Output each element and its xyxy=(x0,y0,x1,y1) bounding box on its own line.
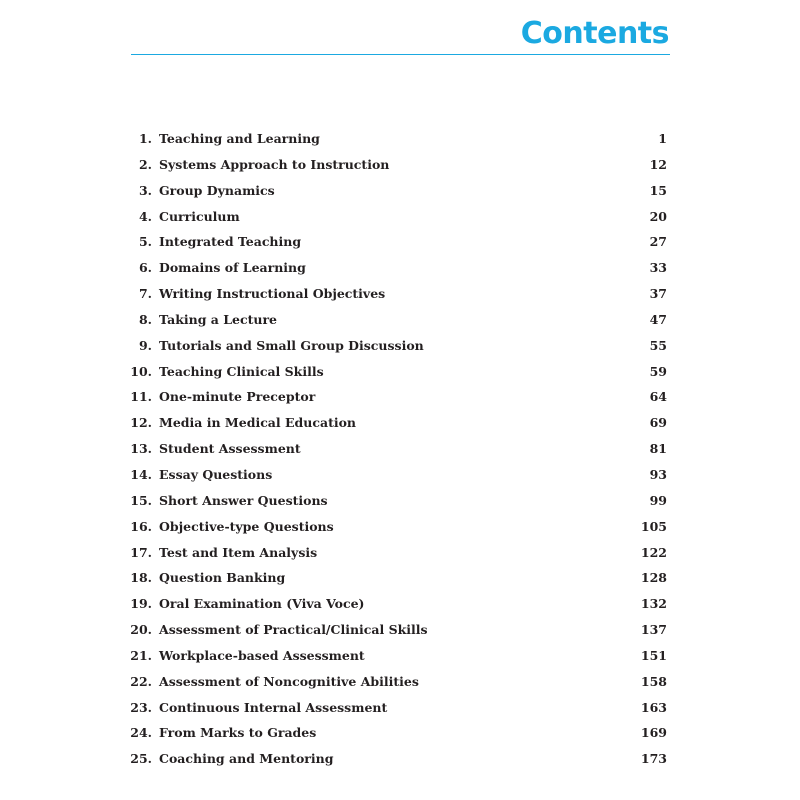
toc-entry-number: 21. xyxy=(130,647,152,663)
toc-entry-title: Essay Questions xyxy=(159,466,273,482)
toc-entry-number: 1. xyxy=(138,131,152,146)
toc-entry-number: 15. xyxy=(130,492,152,508)
toc-entry xyxy=(128,307,667,333)
toc-entry-title: One-minute Preceptor xyxy=(159,389,316,405)
toc-entry-page: 27 xyxy=(649,234,667,250)
toc-entry-title: Teaching Clinical Skills xyxy=(159,363,324,379)
toc-entry-title: Writing Instructional Objectives xyxy=(159,286,386,302)
toc-entry-page: 47 xyxy=(649,311,667,327)
toc-entry xyxy=(128,669,667,695)
toc-entry xyxy=(128,591,667,617)
toc-entry-number: 11. xyxy=(130,389,152,405)
toc-entry-number: 7. xyxy=(138,286,152,302)
toc-entry-title: Short Answer Questions xyxy=(159,492,328,508)
toc-entry-title: Continuous Internal Assessment xyxy=(159,699,388,715)
toc-entry-page: 158 xyxy=(640,673,667,689)
toc-entry-number: 6. xyxy=(138,260,152,276)
toc-entry-number: 2. xyxy=(138,156,152,172)
toc-entry-title: Oral Examination (Viva Voce) xyxy=(159,596,365,612)
toc-entry-number: 17. xyxy=(130,544,152,560)
toc-entry-page: 173 xyxy=(640,751,667,767)
toc-entry-title: Group Dynamics xyxy=(159,182,275,198)
toc-entry-title: Curriculum xyxy=(159,208,240,224)
toc-entry-page: 93 xyxy=(649,466,667,482)
toc-entry xyxy=(128,359,667,385)
toc-entry-page: 105 xyxy=(640,518,667,534)
toc-entry xyxy=(128,229,667,255)
toc-entry-title: Question Banking xyxy=(159,570,286,586)
toc-entry xyxy=(128,617,667,643)
toc-entry-page: 33 xyxy=(649,260,667,276)
toc-entry-number: 23. xyxy=(130,699,152,715)
toc-entry-page: 132 xyxy=(640,596,667,612)
table-of-contents xyxy=(128,126,667,772)
toc-entry-title: Tutorials and Small Group Discussion xyxy=(159,337,424,353)
toc-entry xyxy=(128,643,667,669)
toc-entry-number: 5. xyxy=(138,234,152,250)
toc-entry-title: Integrated Teaching xyxy=(159,234,302,250)
toc-entry xyxy=(128,384,667,410)
toc-entry-title: Workplace-based Assessment xyxy=(159,647,365,663)
toc-entry-page: 55 xyxy=(649,337,667,353)
toc-entry-title: Systems Approach to Instruction xyxy=(159,156,390,172)
toc-entry-title: Teaching and Learning xyxy=(159,131,320,146)
toc-entry-page: 12 xyxy=(649,156,667,172)
toc-entry-page: 137 xyxy=(640,622,667,638)
toc-entry-number: 18. xyxy=(130,570,152,586)
toc-entry-page: 37 xyxy=(649,286,667,302)
toc-entry xyxy=(128,695,667,721)
toc-entry-number: 10. xyxy=(130,363,152,379)
toc-entry xyxy=(128,410,667,436)
toc-entry xyxy=(128,126,667,152)
toc-entry-title: Media in Medical Education xyxy=(159,415,357,431)
toc-entry-title: Objective-type Questions xyxy=(159,518,334,534)
toc-entry-title: Domains of Learning xyxy=(159,260,306,276)
toc-entry-number: 12. xyxy=(130,415,152,431)
toc-entry-number: 24. xyxy=(130,725,152,741)
toc-entry xyxy=(128,488,667,514)
toc-entry-number: 19. xyxy=(130,596,152,612)
toc-entry xyxy=(128,540,667,566)
page-title: Contents xyxy=(520,16,669,51)
toc-entry-page: 81 xyxy=(649,441,667,457)
toc-entry-number: 16. xyxy=(130,518,152,534)
toc-entry-title: Test and Item Analysis xyxy=(159,544,318,560)
toc-entry-page: 99 xyxy=(649,492,667,508)
toc-entry xyxy=(128,333,667,359)
toc-entry-number: 9. xyxy=(138,337,152,353)
toc-entry xyxy=(128,255,667,281)
toc-entry-page: 59 xyxy=(649,363,667,379)
toc-entry xyxy=(128,746,667,772)
toc-entry xyxy=(128,204,667,230)
toc-entry xyxy=(128,152,667,178)
toc-entry xyxy=(128,462,667,488)
toc-entry xyxy=(128,514,667,540)
toc-entry-number: 8. xyxy=(138,311,152,327)
toc-entry-title: Assessment of Practical/Clinical Skills xyxy=(159,622,428,638)
toc-entry-title: Student Assessment xyxy=(159,441,301,457)
toc-entry-number: 14. xyxy=(130,466,152,482)
toc-entry-title: Coaching and Mentoring xyxy=(159,751,334,767)
toc-entry-number: 13. xyxy=(130,441,152,457)
toc-entry-page: 163 xyxy=(640,699,667,715)
toc-entry-number: 3. xyxy=(138,182,152,198)
toc-entry-page: 169 xyxy=(640,725,667,741)
toc-entry-page: 15 xyxy=(649,182,667,198)
toc-entry-title: Assessment of Noncognitive Abilities xyxy=(159,673,419,689)
toc-entry-page: 64 xyxy=(649,389,667,405)
toc-entry-page: 20 xyxy=(649,208,667,224)
toc-entry-page: 151 xyxy=(640,647,667,663)
toc-entry xyxy=(128,720,667,746)
toc-entry-page: 1 xyxy=(658,131,667,146)
toc-entry xyxy=(128,436,667,462)
toc-entry-number: 22. xyxy=(130,673,152,689)
toc-entry-number: 20. xyxy=(130,622,152,638)
toc-entry-title: Taking a Lecture xyxy=(159,311,277,327)
toc-entry xyxy=(128,565,667,591)
toc-entry-page: 122 xyxy=(640,544,667,560)
title-divider xyxy=(131,54,670,55)
toc-entry-number: 4. xyxy=(138,208,152,224)
toc-entry-title: From Marks to Grades xyxy=(159,725,317,741)
toc-entry-number: 25. xyxy=(130,751,152,767)
toc-entry-page: 69 xyxy=(649,415,667,431)
toc-entry xyxy=(128,178,667,204)
toc-entry-page: 128 xyxy=(640,570,667,586)
toc-entry xyxy=(128,281,667,307)
